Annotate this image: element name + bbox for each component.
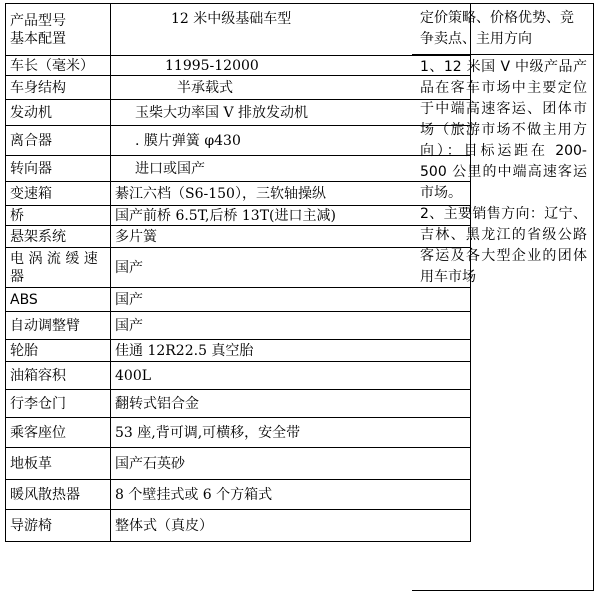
spec-key-cell: 暖风散热器 xyxy=(6,480,111,510)
table-row xyxy=(6,510,471,542)
spec-key-cell: 转向器 xyxy=(6,156,111,182)
spec-value-cell: 国产前桥 6.5T,后桥 13T(进口主减) xyxy=(111,206,471,226)
spec-value-cell: 多片簧 xyxy=(111,226,471,248)
spec-key-cell: 变速箱 xyxy=(6,182,111,206)
spec-value-cell: 玉柴大功率国 V 排放发动机 xyxy=(111,100,471,126)
table-row xyxy=(6,100,471,126)
spec-key-cell: 电 涡 流 缓 速 器 xyxy=(6,248,111,288)
header-key-cell: 产品型号 基本配置 xyxy=(6,4,111,56)
table-row xyxy=(6,362,471,390)
table-row xyxy=(6,226,471,248)
spec-key-cell: 地板革 xyxy=(6,448,111,480)
spec-value-cell: 53 座,背可调,可横移，安全带 xyxy=(111,418,471,448)
strategy-paragraph-1: 1、12 米国 V 中级产品产品在客车市场中主要定位于中端高速客运、团体市场（旅游市场不做主用方向）：目标运距在 200-500 公里的中端高速客运市场。 xyxy=(420,59,587,201)
spec-value-cell: 綦江六档（S6-150），三软轴操纵 xyxy=(111,182,471,206)
table-row xyxy=(6,248,471,288)
spec-value-cell: 国产 xyxy=(111,312,471,340)
table-row xyxy=(6,156,471,182)
strategy-panel xyxy=(412,3,594,591)
spec-table xyxy=(5,3,471,542)
spec-value-cell: 进口或国产 xyxy=(111,156,471,182)
spec-value-cell: 国产 xyxy=(111,288,471,312)
spec-value-cell: 400L xyxy=(111,362,471,390)
spec-key-cell: 离合器 xyxy=(6,126,111,156)
spec-key-cell: 油箱容积 xyxy=(6,362,111,390)
spec-key-cell: 发动机 xyxy=(6,100,111,126)
table-row xyxy=(6,312,471,340)
spec-key-cell: 车长（毫米） xyxy=(6,56,111,76)
table-header-row xyxy=(6,4,471,56)
spec-key-cell: ABS xyxy=(6,288,111,312)
spec-key-cell: 自动调整臂 xyxy=(6,312,111,340)
table-row xyxy=(6,182,471,206)
table-row xyxy=(6,480,471,510)
table-row xyxy=(6,418,471,448)
spec-key-cell: 乘客座位 xyxy=(6,418,111,448)
table-row xyxy=(6,76,471,100)
spec-value-cell: 佳通 12R22.5 真空胎 xyxy=(111,340,471,362)
spec-key-cell: 悬架系统 xyxy=(6,226,111,248)
spec-key-cell: 车身结构 xyxy=(6,76,111,100)
strategy-paragraph-2: 2、主要销售方向：辽宁、吉林、黑龙江的省级公路客运及各大型企业的团体用车市场 xyxy=(420,206,587,285)
table-row xyxy=(6,288,471,312)
spec-value-cell: . 膜片弹簧 φ430 xyxy=(111,126,471,156)
table-row xyxy=(6,390,471,418)
table-row xyxy=(6,448,471,480)
spec-key-cell: 导游椅 xyxy=(6,510,111,542)
spec-value-cell: 8 个壁挂式或 6 个方箱式 xyxy=(111,480,471,510)
table-row xyxy=(6,206,471,226)
spec-key-cell: 轮胎 xyxy=(6,340,111,362)
table-row xyxy=(6,340,471,362)
spec-value-cell: 国产石英砂 xyxy=(111,448,471,480)
spec-value-cell: 11995-12000 xyxy=(111,56,471,76)
strategy-body xyxy=(412,55,593,288)
header-value-cell: 12 米中级基础车型 xyxy=(111,4,471,56)
table-row xyxy=(6,56,471,76)
spec-key-cell: 行李仓门 xyxy=(6,390,111,418)
spec-value-cell: 国产 xyxy=(111,248,471,288)
strategy-title: 定价策略、价格优势、竞争卖点、主用方向 xyxy=(412,4,593,55)
table-row xyxy=(6,126,471,156)
spec-value-cell: 半承载式 xyxy=(111,76,471,100)
spec-value-cell: 整体式（真皮） xyxy=(111,510,471,542)
spec-key-cell: 桥 xyxy=(6,206,111,226)
spec-value-cell: 翻转式铝合金 xyxy=(111,390,471,418)
